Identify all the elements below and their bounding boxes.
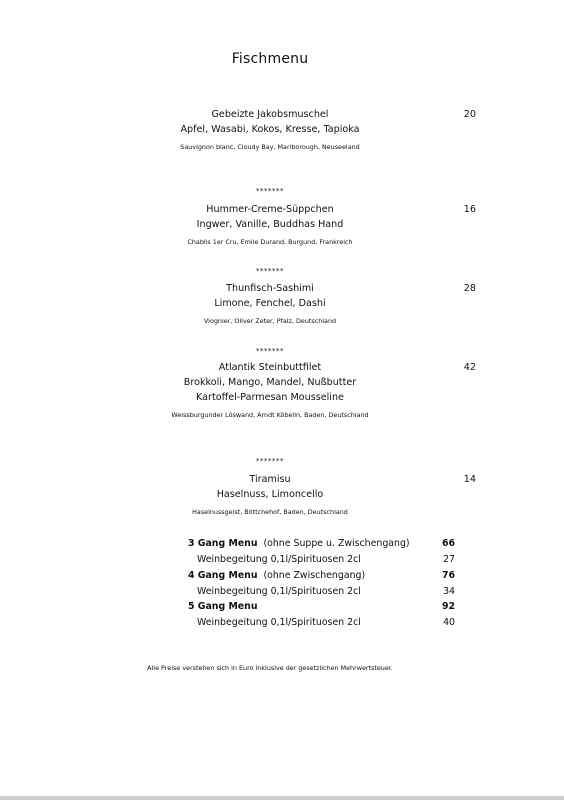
dish-thunfisch xyxy=(0,282,540,327)
dish-description: Brokkoli, Mango, Mandel, Nußbutter xyxy=(183,377,357,388)
wine-pairing-price: 40 xyxy=(443,617,455,628)
dish-tiramisu xyxy=(0,473,540,518)
wine-pairing: Chablis 1er Cru, Emile Durand, Burgund, Frankreich xyxy=(187,238,353,246)
wine-pairing-label: Weinbegeitung 0,1l/Spirituosen 2cl xyxy=(197,617,361,628)
dish-name: Atlantik Steinbuttfilet xyxy=(218,362,322,373)
dish-name: Thunfisch-Sashimi xyxy=(226,283,314,294)
separator: ******* xyxy=(256,347,284,355)
wine-pairing-3-gang xyxy=(188,552,455,567)
dish-description: Apfel, Wasabi, Kokos, Kresse, Tapioka xyxy=(180,124,360,135)
wine-pairing: Viognier, Oliver Zeter, Pfalz, Deutschland xyxy=(203,317,337,325)
dish-description: Kartoffel-Parmesan Mousseline xyxy=(196,392,344,403)
dish-price: 16 xyxy=(463,204,476,215)
menu-3-gang xyxy=(188,536,455,551)
dish-name: Gebeizte Jakobsmuschel xyxy=(211,109,329,120)
dish-jakobsmuschel xyxy=(0,108,540,153)
price-note: Alle Preise verstehen sich in Euro inklusive der gesetzlichen Mehrwertsteuer. xyxy=(147,664,393,672)
wine-pairing: Haselnussgeist, Böttchehof, Baden, Deutschland xyxy=(192,508,348,516)
menu-note: (ohne Zwischengang) xyxy=(263,570,366,581)
dish-price: 14 xyxy=(463,474,476,485)
menu-label: 3 Gang Menu (ohne Suppe u. Zwischengang) xyxy=(188,538,410,549)
wine-pairing-price: 27 xyxy=(443,554,455,565)
wine-pairing-label: Weinbegeitung 0,1l/Spirituosen 2cl xyxy=(197,586,361,597)
separator: ******* xyxy=(256,187,284,195)
dish-price: 42 xyxy=(463,362,476,373)
dish-price: 20 xyxy=(463,109,476,120)
wine-pairing-5-gang xyxy=(188,615,455,630)
wine-pairing-price: 34 xyxy=(443,586,455,597)
dish-description: Limone, Fenchel, Dashi xyxy=(214,298,326,309)
dish-hummer-suppe xyxy=(0,203,540,248)
wine-pairing: Weissburgunder Löswand, Arndt Köbelin, Baden, Deutschland xyxy=(171,411,369,419)
dish-steinbutt xyxy=(0,361,540,421)
dish-price: 28 xyxy=(463,283,476,294)
dish-name: Tiramisu xyxy=(249,474,291,485)
page-edge xyxy=(0,796,564,800)
menu-price: 66 xyxy=(441,538,455,549)
menu-label: 5 Gang Menu xyxy=(188,601,258,612)
menu-price: 92 xyxy=(441,601,455,612)
menu-price: 76 xyxy=(441,570,455,581)
menu-label: 4 Gang Menu (ohne Zwischengang) xyxy=(188,570,366,581)
wine-pairing-4-gang xyxy=(188,584,455,599)
dish-name: Hummer-Creme-Süppchen xyxy=(206,204,334,215)
separator: ******* xyxy=(256,457,284,465)
menu-4-gang xyxy=(188,568,455,583)
dish-description: Haselnuss, Limoncello xyxy=(216,489,324,500)
menu-note: (ohne Suppe u. Zwischengang) xyxy=(263,538,410,549)
wine-pairing-label: Weinbegeitung 0,1l/Spirituosen 2cl xyxy=(197,554,361,565)
wine-pairing: Sauvignon blanc, Cloudy Bay, Marlborough, Neuseeland xyxy=(180,143,360,151)
dish-description: Ingwer, Vanille, Buddhas Hand xyxy=(196,219,344,230)
separator: ******* xyxy=(256,267,284,275)
menu-5-gang xyxy=(188,599,455,614)
page-title: Fischmenu xyxy=(231,51,309,67)
